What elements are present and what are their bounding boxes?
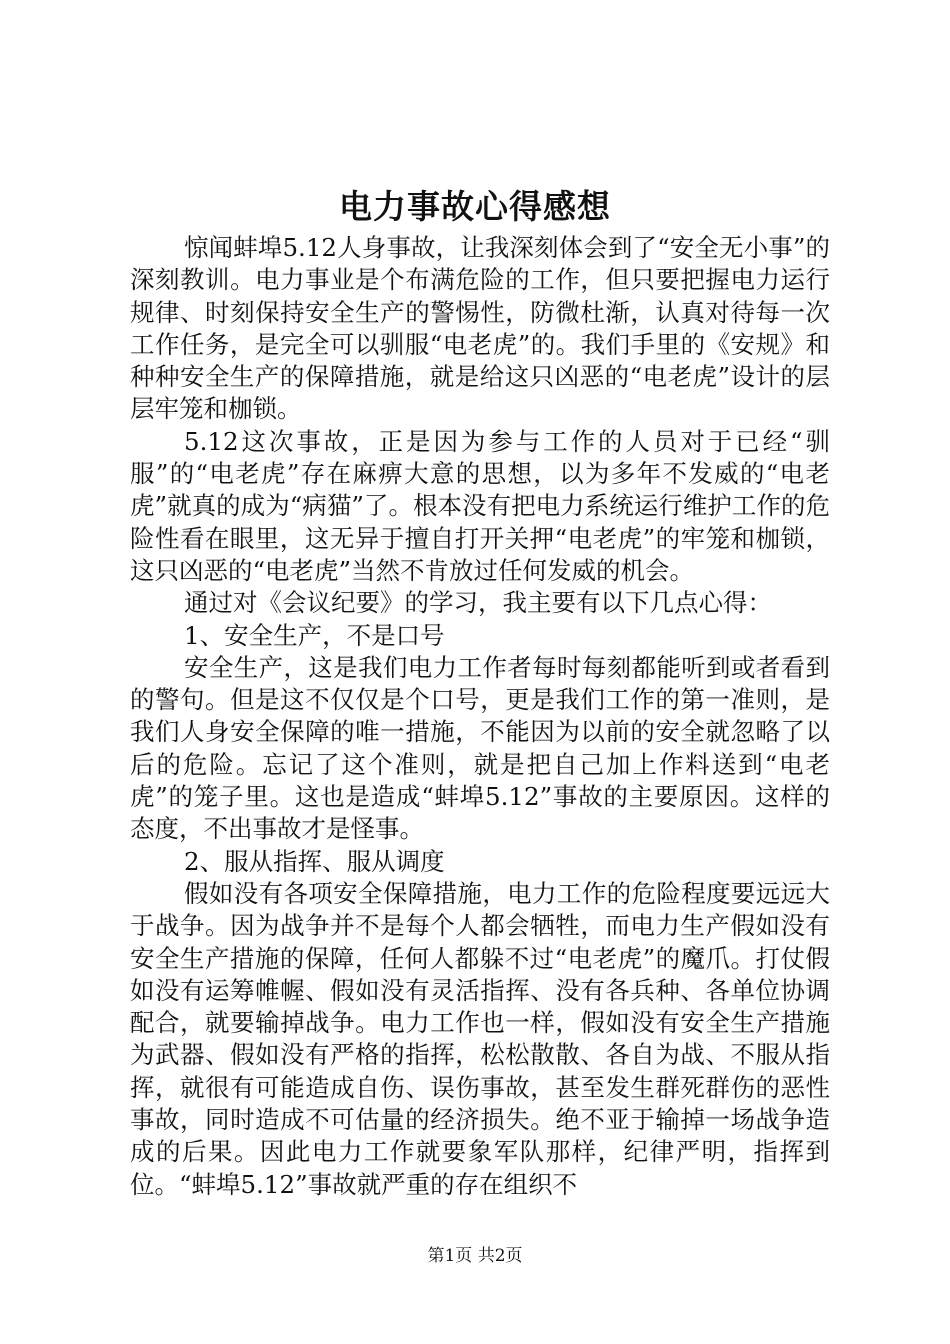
section-heading-2: 2、服从指挥、服从调度 bbox=[184, 846, 445, 876]
page-footer: 第1页 共2页 bbox=[427, 1246, 523, 1266]
document-title: 电力事故心得感想 bbox=[339, 187, 611, 226]
paragraph-section-1: 安全生产，这是我们电力工作者每时每刻都能听到或者看到的警句。但是这不仅仅是个口号，更是我们工作的第一准则，是我们人身安全保障的唯一措施，不能因为以前的安全就忽略了以后的危险。忘记了这个准则，就是把自己加上作料送到“电老虎”的笼子里。这也是造成“蚌埠5.12”事故的主要原因。这样的态度，不出事故才是怪事。 bbox=[130, 652, 830, 844]
paragraph-accident-cause: 5.12这次事故，正是因为参与工作的人员对于已经“驯服”的“电老虎”存在麻痹大意的思想，以为多年不发威的“电老虎”就真的成为“病猫”了。根本没有把电力系统运行维护工作的危险性看在眼里，这无异于擅自打开关押“电老虎”的牢笼和枷锁，这只凶恶的“电老虎”当然不肯放过任何发威的机会。 bbox=[130, 426, 830, 585]
paragraph-section-2: 假如没有各项安全保障措施，电力工作的危险程度要远远大于战争。因为战争并不是每个人都会牺牲，而电力生产假如没有安全生产措施的保障，任何人都躲不过“电老虎”的魔爪。打仗假如没有运筹帷幄、假如没有灵活指挥、没有各兵种、各单位协调配合，就要输掉战争。电力工作也一样，假如没有安全生产措施为武器、假如没有严格的指挥，松松散散、各自为战、不服从指挥，就很有可能造成自伤、误伤事故，甚至发生群死群伤的恶性事故，同时造成不可估量的经济损失。绝不亚于输掉一场战争造成的后果。因此电力工作就要象军队那样，纪律严明，指挥到位。“蚌埠5.12”事故就严重的存在组织不 bbox=[130, 878, 830, 1199]
paragraph-intro: 惊闻蚌埠5.12人身事故，让我深刻体会到了“安全无小事”的深刻教训。电力事业是个布满危险的工作，但只要把握电力运行规律、时刻保持安全生产的警惕性，防微杜渐，认真对待每一次工作任务，是完全可以驯服“电老虎”的。我们手里的《安规》和种种安全生产的保障措施，就是给这只凶恶的“电老虎”设计的层层牢笼和枷锁。 bbox=[130, 233, 830, 424]
section-heading-1: 1、安全生产，不是口号 bbox=[184, 620, 445, 650]
paragraph-lessons-intro: 通过对《会议纪要》的学习，我主要有以下几点心得： bbox=[184, 588, 772, 618]
document-body bbox=[130, 232, 830, 1201]
